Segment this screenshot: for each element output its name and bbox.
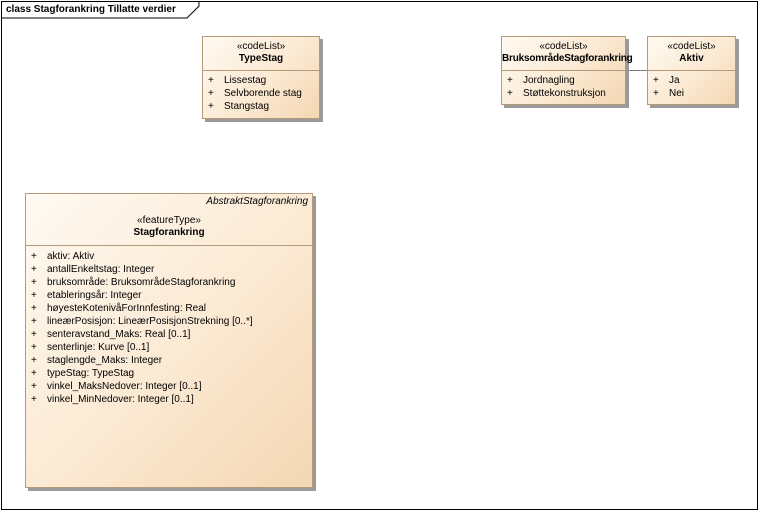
attribute-row[interactable] <box>26 380 312 393</box>
visibility-marker: + <box>31 355 37 366</box>
visibility-marker: + <box>507 75 513 86</box>
attribute-row[interactable] <box>26 315 312 328</box>
visibility-marker: + <box>208 88 214 99</box>
visibility-marker: + <box>653 75 659 86</box>
attribute-label: typeStag: TypeStag <box>47 368 135 379</box>
stereotype-label: «featureType» <box>137 215 201 226</box>
attribute-label: aktiv: Aktiv <box>47 251 95 262</box>
class-name: Aktiv <box>679 53 704 64</box>
attribute-row[interactable] <box>26 263 312 276</box>
attribute-label: staglengde_Maks: Integer <box>47 355 163 366</box>
attribute-label: høyesteKotenivåForInnfesting: Real <box>47 303 206 314</box>
literal-row[interactable] <box>648 74 735 87</box>
literal-label: Jordnagling <box>523 75 575 86</box>
attribute-row[interactable] <box>26 289 312 302</box>
visibility-marker: + <box>31 303 37 314</box>
visibility-marker: + <box>31 290 37 301</box>
literal-list <box>648 71 735 100</box>
attribute-label: lineærPosisjon: LineærPosisjonStrekning [0..*] <box>47 316 253 327</box>
literal-list <box>203 71 319 113</box>
class-stagforankring[interactable] <box>25 193 313 488</box>
attribute-row[interactable] <box>26 250 312 263</box>
literal-label: Nei <box>669 88 685 99</box>
visibility-marker: + <box>208 75 214 86</box>
stereotype-label: «codeList» <box>667 41 716 52</box>
literal-row[interactable] <box>203 74 319 87</box>
attribute-row[interactable] <box>26 367 312 380</box>
attribute-row[interactable] <box>26 341 312 354</box>
attribute-label: vinkel_MaksNedover: Integer [0..1] <box>47 381 202 392</box>
class-aktiv[interactable] <box>647 36 736 105</box>
class-typestag[interactable] <box>202 36 320 119</box>
attribute-label: antallEnkeltstag: Integer <box>47 264 155 275</box>
class-bruksomrade-stagforankring[interactable] <box>501 36 633 105</box>
literal-list <box>502 71 625 100</box>
literal-label: Støttekonstruksjon <box>523 88 606 99</box>
class-name: BruksområdeStagforankring <box>502 53 633 64</box>
class-header <box>502 37 633 71</box>
connector-line <box>626 70 647 71</box>
visibility-marker: + <box>31 316 37 327</box>
visibility-marker: + <box>31 394 37 405</box>
literal-label: Selvborende stag <box>224 88 302 99</box>
literal-label: Lissestag <box>224 75 267 86</box>
visibility-marker: + <box>507 88 513 99</box>
visibility-marker: + <box>208 101 214 112</box>
visibility-marker: + <box>31 277 37 288</box>
class-name: Stagforankring <box>133 227 205 238</box>
literal-row[interactable] <box>203 87 319 100</box>
diagram-title: class Stagforankring Tillatte verdier <box>6 4 176 15</box>
attribute-list <box>26 246 312 406</box>
supertype-label: AbstraktStagforankring <box>206 196 308 207</box>
attribute-label: senterlinje: Kurve [0..1] <box>47 342 150 353</box>
attribute-label: bruksområde: BruksområdeStagforankring <box>47 277 236 288</box>
class-name: TypeStag <box>238 53 284 64</box>
visibility-marker: + <box>31 251 37 262</box>
literal-row[interactable] <box>203 100 319 113</box>
visibility-marker: + <box>31 368 37 379</box>
class-header <box>648 37 735 71</box>
attribute-label: senteravstand_Maks: Real [0..1] <box>47 329 191 340</box>
attribute-row[interactable] <box>26 328 312 341</box>
visibility-marker: + <box>31 264 37 275</box>
stereotype-label: «codeList» <box>236 41 286 52</box>
visibility-marker: + <box>31 342 37 353</box>
literal-label: Ja <box>669 75 680 86</box>
class-header <box>26 194 312 246</box>
attribute-row[interactable] <box>26 393 312 406</box>
visibility-marker: + <box>31 329 37 340</box>
attribute-label: vinkel_MinNedover: Integer [0..1] <box>47 394 194 405</box>
visibility-marker: + <box>31 381 37 392</box>
stereotype-label: «codeList» <box>539 41 588 52</box>
attribute-label: etableringsår: Integer <box>47 290 142 301</box>
attribute-row[interactable] <box>26 302 312 315</box>
literal-row[interactable] <box>648 87 735 100</box>
attribute-row[interactable] <box>26 276 312 289</box>
class-header <box>203 37 319 71</box>
visibility-marker: + <box>653 88 659 99</box>
literal-row[interactable] <box>502 87 625 100</box>
literal-label: Stangstag <box>224 101 270 112</box>
attribute-row[interactable] <box>26 354 312 367</box>
literal-row[interactable] <box>502 74 625 87</box>
